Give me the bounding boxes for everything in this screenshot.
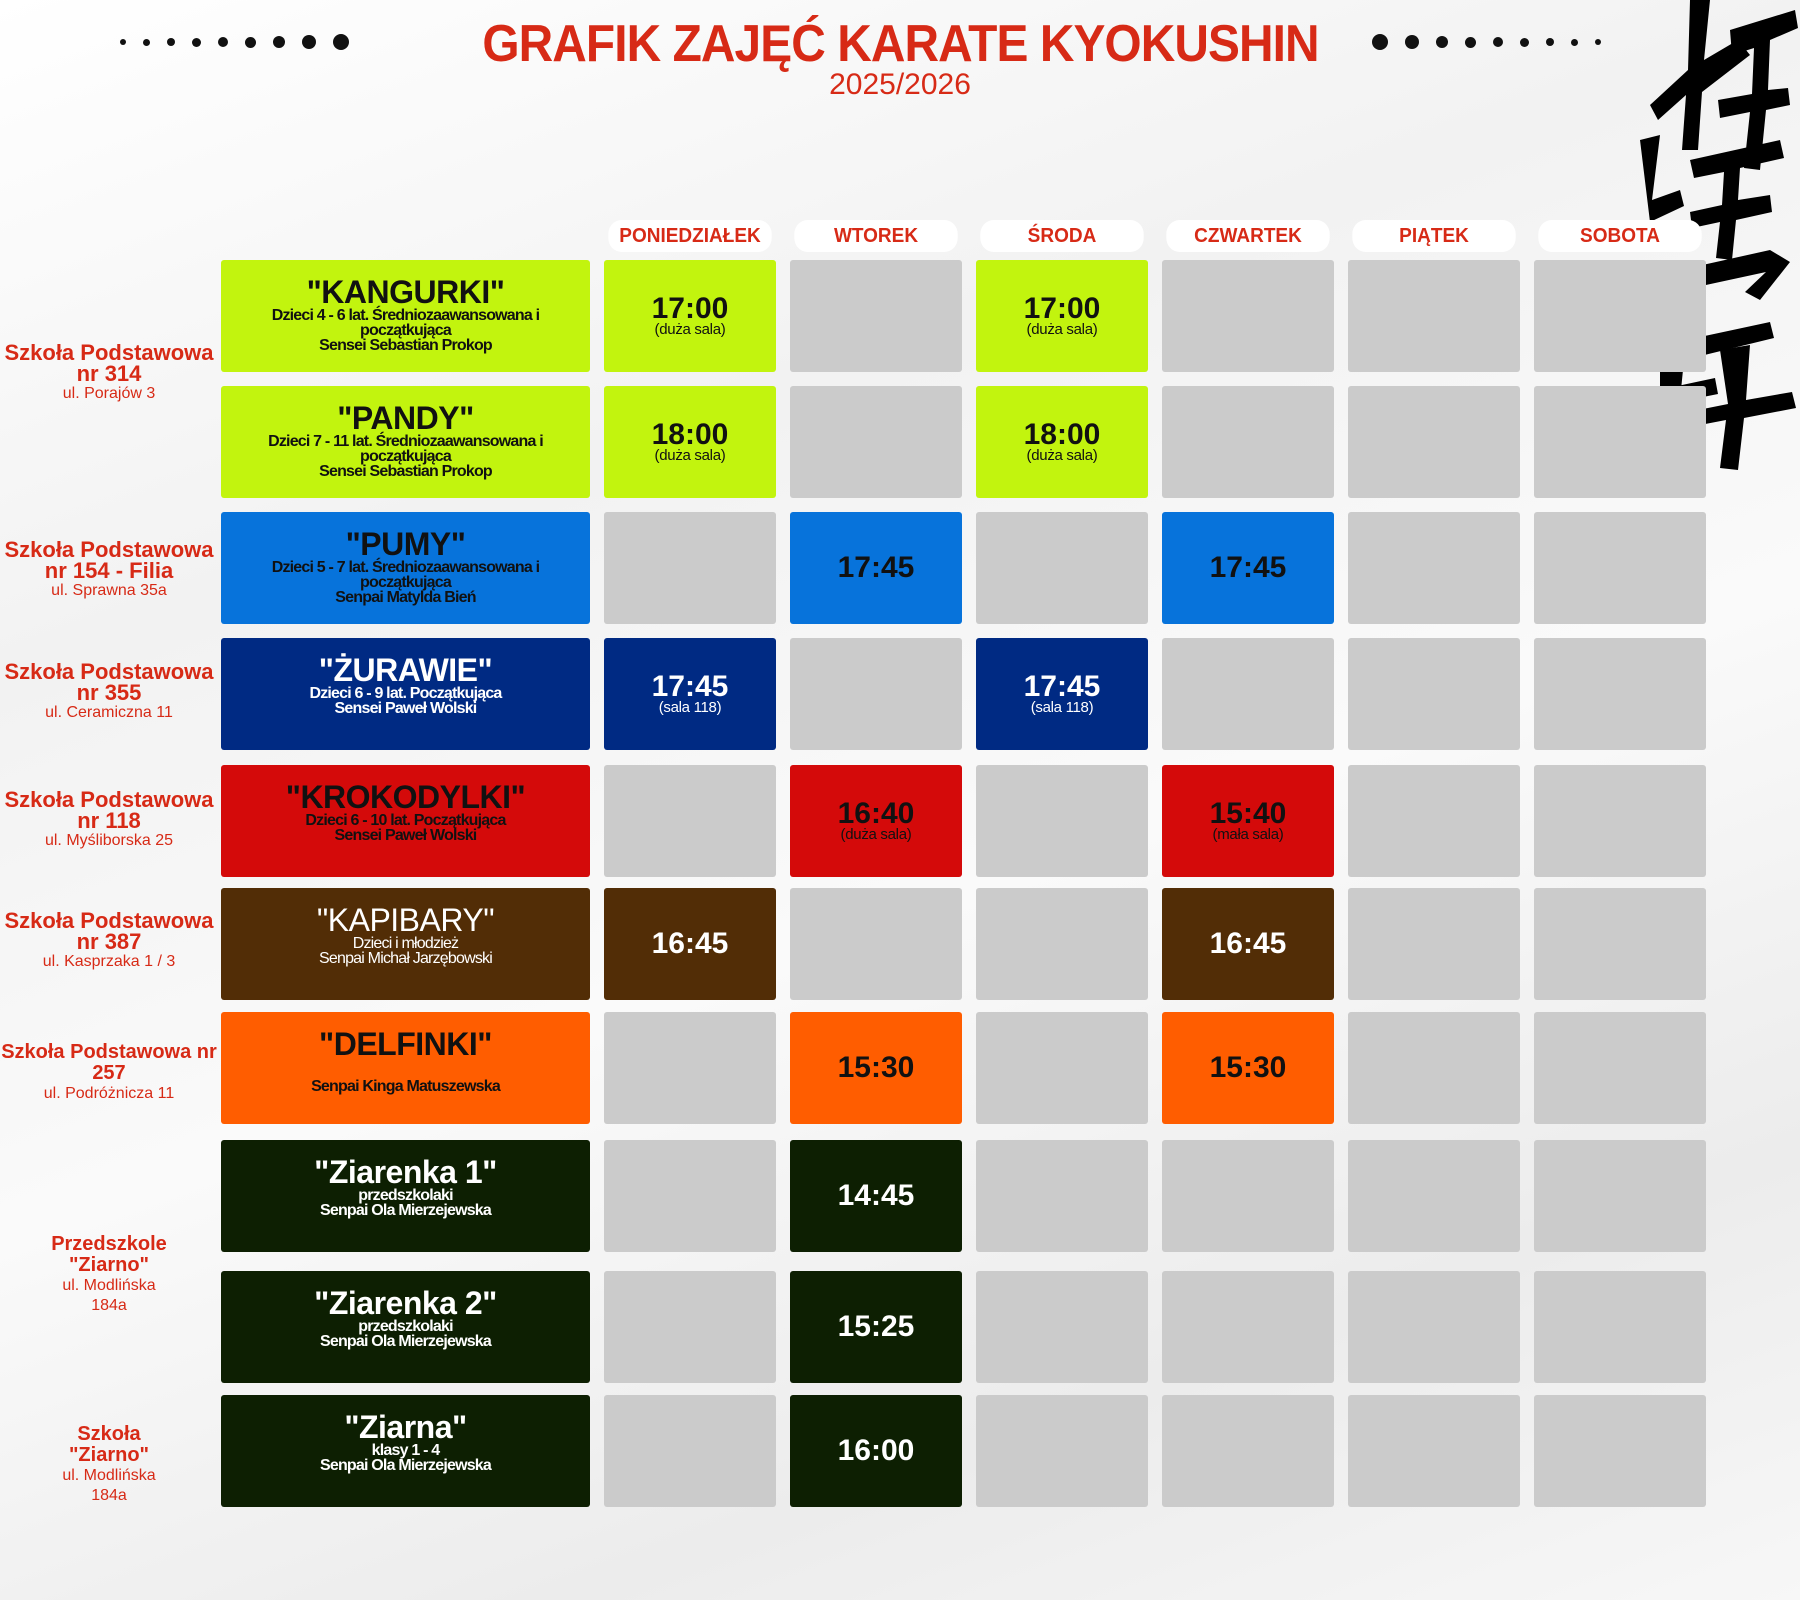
group-name: "KROKODYLKI" (285, 779, 526, 815)
decorative-dots-right (1372, 34, 1601, 50)
schedule-cell (1534, 765, 1706, 877)
schedule-cell (976, 765, 1148, 877)
group-zurawie (221, 638, 590, 750)
group-description: przedszkolaki (358, 1187, 453, 1204)
session-time: 18:00 (1023, 418, 1101, 451)
group-delfinki (221, 1012, 590, 1124)
schedule-cell (1162, 512, 1334, 624)
school-name: Szkoła Podstawowa nr 257 (1, 1041, 217, 1084)
day-header-tuesday: WTOREK (794, 220, 957, 252)
session-time: 17:00 (651, 292, 729, 325)
schedule-cell (604, 512, 776, 624)
session-time: 17:00 (1023, 292, 1101, 325)
school-name: Szkoła Podstawowa nr 355 (4, 659, 214, 705)
group-kapibary (221, 888, 590, 1000)
group-name: "PUMY" (345, 526, 466, 562)
session-room: (duża sala) (840, 826, 912, 843)
schedule-cell (604, 386, 776, 498)
schedule-cell (976, 512, 1148, 624)
group-sensei: Senpai Matylda Bień (335, 589, 476, 606)
day-header-wednesday: ŚRODA (980, 220, 1143, 252)
schedule-cell (790, 1140, 962, 1252)
group-description: Dzieci i młodzież (352, 935, 459, 952)
group-sensei: Senpai Kinga Matuszewska (311, 1078, 500, 1095)
schedule-cell (790, 1012, 962, 1124)
schedule-cell (1162, 1271, 1334, 1383)
schedule-cell (1534, 1271, 1706, 1383)
session-room: (duża sala) (1026, 321, 1098, 338)
day-header-friday: PIĄTEK (1352, 220, 1515, 252)
day-header-thursday: CZWARTEK (1166, 220, 1329, 252)
session-time: 15:30 (837, 1051, 915, 1084)
schedule-cell (604, 260, 776, 372)
schedule-cell (1348, 1012, 1520, 1124)
group-sensei: Senpai Michał Jarzębowski (319, 950, 492, 967)
day-header-saturday: SOBOTA (1538, 220, 1701, 252)
session-time: 15:25 (837, 1310, 915, 1343)
schedule-cell (1162, 888, 1334, 1000)
group-description: Dzieci 5 - 7 lat. Średniozaawansowana i początkująca (271, 559, 540, 591)
school-name: Przedszkole "Ziarno" (51, 1233, 167, 1276)
group-description: Dzieci 7 - 11 lat. Średniozaawansowana i początkująca (268, 433, 543, 465)
session-room: (duża sala) (1026, 447, 1098, 464)
schedule-cell (604, 765, 776, 877)
school-address: ul. Modlińska 184a (62, 1467, 156, 1504)
school-address: ul. Modlińska 184a (62, 1277, 156, 1314)
schedule-cell (790, 512, 962, 624)
group-name: "Ziarenka 2" (314, 1285, 497, 1321)
school-address: ul. Podróżnicza 11 (43, 1085, 175, 1102)
schedule-cell (1534, 260, 1706, 372)
group-ziarenka-1 (221, 1140, 590, 1252)
schedule-cell (1162, 638, 1334, 750)
schedule-cell (1348, 888, 1520, 1000)
schedule-cell (604, 1395, 776, 1507)
school-sp314 (0, 342, 218, 404)
group-sensei: Sensei Sebastian Prokop (319, 337, 492, 354)
schedule-cell (1534, 1012, 1706, 1124)
schedule-cell (1348, 1395, 1520, 1507)
group-ziarenka-2 (221, 1271, 590, 1383)
schedule-cell (976, 1140, 1148, 1252)
schedule-cell (1534, 888, 1706, 1000)
group-description: Dzieci 6 - 10 lat. Początkująca (305, 812, 506, 829)
page-title: GRAFIK ZAJĘĆ KARATE KYOKUSHIN (481, 15, 1319, 73)
group-pandy (221, 386, 590, 498)
schedule-cell (976, 1395, 1148, 1507)
group-name: "DELFINKI" (319, 1026, 492, 1062)
group-kangurki (221, 260, 590, 372)
school-sp387 (0, 910, 218, 972)
schedule-cell (790, 765, 962, 877)
schedule-cell (790, 1271, 962, 1383)
schedule-cell (1162, 386, 1334, 498)
schedule-cell (1348, 1271, 1520, 1383)
session-time: 16:00 (837, 1434, 915, 1467)
schedule-cell (790, 1395, 962, 1507)
session-time: 14:45 (837, 1179, 915, 1212)
group-sensei: Senpai Ola Mierzejewska (319, 1457, 492, 1474)
schedule-cell (790, 386, 962, 498)
session-room: (duża sala) (654, 447, 726, 464)
session-time: 17:45 (1209, 551, 1287, 584)
day-header-monday: PONIEDZIAŁEK (608, 220, 771, 252)
school-przedszkole-ziarno (0, 1234, 218, 1316)
group-krokodylki (221, 765, 590, 877)
schedule-cell (976, 386, 1148, 498)
schedule-cell (1534, 1140, 1706, 1252)
schedule-cell (1348, 765, 1520, 877)
group-name: "KAPIBARY" (316, 902, 495, 938)
schedule-cell (604, 638, 776, 750)
schedule-cell (1162, 1140, 1334, 1252)
school-address: ul. Porajów 3 (62, 385, 156, 402)
session-time: 15:40 (1209, 797, 1287, 830)
session-room: (duża sala) (654, 321, 726, 338)
school-name: Szkoła "Ziarno" (68, 1423, 150, 1466)
group-pumy (221, 512, 590, 624)
group-ziarna (221, 1395, 590, 1507)
schedule-cell (1534, 512, 1706, 624)
group-description: przedszkolaki (358, 1318, 453, 1335)
decorative-dots-left (120, 34, 349, 50)
schedule-cell (1162, 1012, 1334, 1124)
group-description: Dzieci 4 - 6 lat. Średniozaawansowana i początkująca (271, 307, 540, 339)
school-sp154 (0, 539, 218, 601)
session-time: 18:00 (651, 418, 729, 451)
school-address: ul. Sprawna 35a (51, 582, 167, 599)
schedule-cell (1348, 638, 1520, 750)
header (0, 14, 1800, 102)
school-szkola-ziarno (0, 1424, 218, 1506)
group-sensei: Sensei Sebastian Prokop (319, 463, 492, 480)
school-address: ul. Myśliborska 25 (44, 832, 174, 849)
schedule-cell (604, 1271, 776, 1383)
schedule-cell (604, 1140, 776, 1252)
school-name: Szkoła Podstawowa nr 154 - Filia (4, 537, 214, 583)
session-room: (mała sala) (1212, 826, 1284, 843)
schedule-cell (1534, 1395, 1706, 1507)
session-time: 16:45 (1209, 927, 1287, 960)
schedule-cell (1162, 260, 1334, 372)
schedule-cell (790, 638, 962, 750)
group-sensei: Sensei Paweł Wolski (334, 700, 477, 717)
schedule-cell (976, 888, 1148, 1000)
schedule-cell (790, 888, 962, 1000)
group-name: "Ziarna" (344, 1409, 467, 1445)
school-name: Szkoła Podstawowa nr 387 (4, 908, 214, 954)
schedule-cell (604, 888, 776, 1000)
group-sensei: Sensei Paweł Wolski (334, 827, 477, 844)
schedule-cell (1534, 386, 1706, 498)
schedule-cell (976, 260, 1148, 372)
session-time: 15:30 (1209, 1051, 1287, 1084)
group-description: klasy 1 - 4 (371, 1442, 440, 1459)
schedule-cell (976, 638, 1148, 750)
schedule-cell (1162, 765, 1334, 877)
session-time: 17:45 (651, 670, 729, 703)
group-name: "Ziarenka 1" (314, 1154, 497, 1190)
schedule-cell (976, 1012, 1148, 1124)
group-name: "KANGURKI" (306, 274, 505, 310)
session-room: (sala 118) (1030, 699, 1094, 716)
session-time: 16:45 (651, 927, 729, 960)
group-description: Dzieci 6 - 9 lat. Początkująca (309, 685, 502, 702)
group-name: "PANDY" (337, 400, 474, 436)
session-time: 17:45 (1023, 670, 1101, 703)
schedule-cell (1162, 1395, 1334, 1507)
group-name: "ŻURAWIE" (318, 652, 493, 688)
schedule-cell (1348, 386, 1520, 498)
school-sp118 (0, 789, 218, 851)
school-address: ul. Kasprzaka 1 / 3 (42, 953, 176, 970)
school-name: Szkoła Podstawowa nr 314 (4, 340, 214, 386)
school-address: ul. Ceramiczna 11 (45, 704, 173, 721)
group-sensei: Senpai Ola Mierzejewska (319, 1333, 492, 1350)
schedule-cell (976, 1271, 1148, 1383)
session-time: 17:45 (837, 551, 915, 584)
school-sp257 (0, 1042, 218, 1104)
season-label: 2025/2026 (829, 68, 971, 101)
group-description (221, 1060, 590, 1075)
schedule-cell (1348, 512, 1520, 624)
schedule-cell (790, 260, 962, 372)
school-sp355 (0, 661, 218, 723)
school-name: Szkoła Podstawowa nr 118 (4, 787, 214, 833)
schedule-cell (1534, 638, 1706, 750)
schedule-cell (604, 1012, 776, 1124)
session-room: (sala 118) (658, 699, 722, 716)
session-time: 16:40 (837, 797, 915, 830)
schedule-cell (1348, 260, 1520, 372)
schedule-cell (1348, 1140, 1520, 1252)
group-sensei: Senpai Ola Mierzejewska (319, 1202, 492, 1219)
